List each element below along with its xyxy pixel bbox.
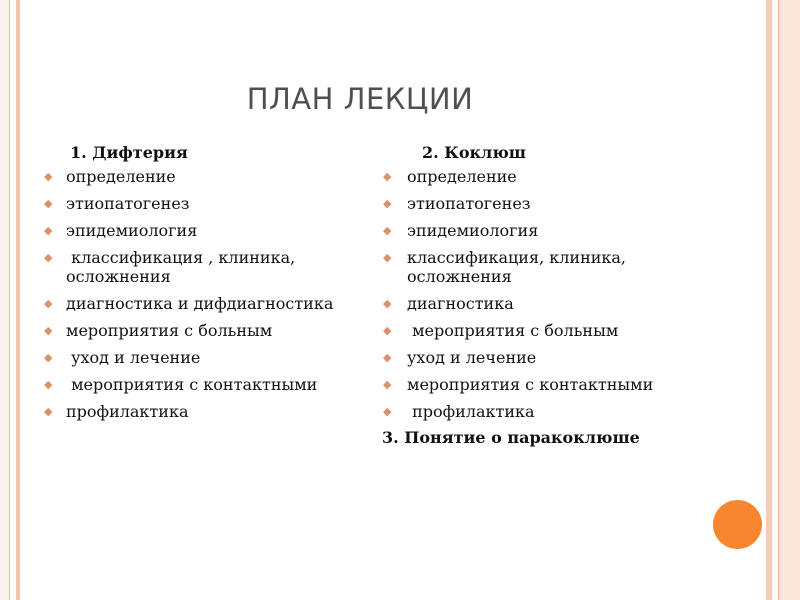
list-item-text: этиопатогенез xyxy=(66,194,190,213)
list-item xyxy=(43,402,363,421)
list-item xyxy=(382,294,712,313)
list-item-text: эпидемиология xyxy=(66,221,198,240)
list-item-text: мероприятия с контактными xyxy=(407,375,654,394)
list-item-text: уход и лечение xyxy=(407,348,537,367)
right-column-footer: 3. Понятие о паракоклюше xyxy=(382,428,640,447)
list-item-text: этиопатогенез xyxy=(407,194,531,213)
bullet-icon: ◆ xyxy=(383,251,392,264)
bullet-icon: ◆ xyxy=(383,378,392,391)
list-item xyxy=(43,375,363,394)
list-item xyxy=(43,294,363,313)
right-column-heading: 2. Коклюш xyxy=(422,143,526,162)
list-item xyxy=(43,321,363,340)
list-item xyxy=(43,348,363,367)
slide-title: ПЛАН ЛЕКЦИИ xyxy=(246,82,474,116)
list-item xyxy=(382,221,712,240)
right-frame-border xyxy=(778,0,800,600)
list-item xyxy=(382,321,712,340)
list-item-text: диагностика и дифдиагностика xyxy=(66,294,334,313)
bullet-icon: ◆ xyxy=(383,351,392,364)
list-item-text: профилактика xyxy=(407,402,535,421)
bullet-icon: ◆ xyxy=(383,297,392,310)
bullet-icon: ◆ xyxy=(44,297,53,310)
left-item-list xyxy=(43,167,363,421)
list-item xyxy=(43,221,363,240)
list-item xyxy=(382,348,712,367)
bullet-icon: ◆ xyxy=(44,324,53,337)
right-column xyxy=(382,143,712,447)
orange-circle-decoration xyxy=(713,500,762,549)
bullet-icon: ◆ xyxy=(44,351,53,364)
bullet-icon: ◆ xyxy=(44,197,53,210)
list-item-text: мероприятия с больным xyxy=(66,321,273,340)
list-item-text: определение xyxy=(66,167,176,186)
list-item xyxy=(43,194,363,213)
bullet-icon: ◆ xyxy=(383,197,392,210)
list-item-text: определение xyxy=(407,167,517,186)
list-item-text: профилактика xyxy=(66,402,189,421)
list-item-text: мероприятия с контактными xyxy=(66,375,318,394)
list-item xyxy=(382,194,712,213)
list-item xyxy=(43,248,363,286)
bullet-icon: ◆ xyxy=(44,251,53,264)
list-item-text: классификация , клиника, осложнения xyxy=(66,248,301,286)
bullet-icon: ◆ xyxy=(383,224,392,237)
bullet-icon: ◆ xyxy=(44,405,53,418)
left-frame-stripe xyxy=(16,0,20,600)
list-item-text: мероприятия с больным xyxy=(407,321,619,340)
list-item-text: классификация, клиника, осложнения xyxy=(407,248,632,286)
bullet-icon: ◆ xyxy=(383,170,392,183)
bullet-icon: ◆ xyxy=(44,170,53,183)
list-item-text: уход и лечение xyxy=(66,348,201,367)
list-item xyxy=(382,167,712,186)
bullet-icon: ◆ xyxy=(383,405,392,418)
bullet-icon: ◆ xyxy=(383,324,392,337)
list-item xyxy=(382,248,712,286)
list-item xyxy=(43,167,363,186)
right-frame-stripe xyxy=(766,0,772,600)
left-column xyxy=(43,143,363,429)
right-item-list xyxy=(382,167,712,421)
list-item-text: эпидемиология xyxy=(407,221,539,240)
left-column-heading: 1. Дифтерия xyxy=(70,143,188,162)
bullet-icon: ◆ xyxy=(44,224,53,237)
list-item xyxy=(382,375,712,394)
list-item-text: диагностика xyxy=(407,294,514,313)
bullet-icon: ◆ xyxy=(44,378,53,391)
list-item xyxy=(382,402,712,421)
left-frame-border xyxy=(0,0,10,600)
